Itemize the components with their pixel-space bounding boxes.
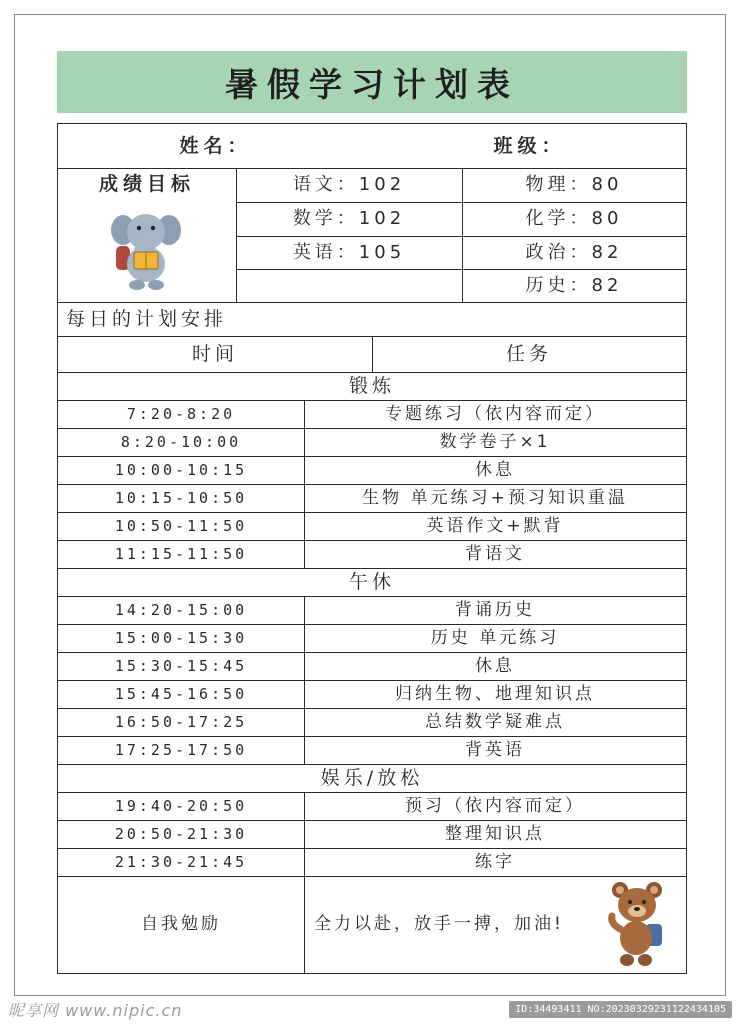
schedule-task: 练字 (475, 851, 515, 872)
goal-score-right-3: 历史：82 (525, 274, 623, 296)
goal-label: 成绩目标 (98, 172, 195, 195)
plan-table (57, 123, 687, 974)
goal-score-left-2: 英语：105 (292, 241, 406, 263)
schedule-time: 21:30-21:45 (114, 852, 248, 871)
section-header: 锻炼 (348, 374, 395, 397)
schedule-task: 休息 (475, 459, 515, 480)
schedule-task: 整理知识点 (445, 823, 545, 844)
section-header: 娱乐/放松 (320, 766, 424, 789)
elephant-reading-icon (110, 206, 182, 292)
schedule-time: 10:00-10:15 (114, 460, 248, 479)
schedule-task: 归纳生物、地理知识点 (395, 683, 595, 704)
schedule-task: 背语文 (465, 543, 525, 564)
schedule-task: 数学卷子×1 (439, 431, 551, 452)
watermark-site: 昵享网 www.nipic.cn (8, 1000, 183, 1020)
goal-score-left-0: 语文：102 (292, 174, 406, 195)
goal-score-left-3 (236, 269, 462, 302)
schedule-task: 历史 单元练习 (430, 627, 560, 648)
watermark-id: ID:34493411 NO:20230329231122434105 (509, 1001, 732, 1018)
teddy-bear-icon (606, 880, 674, 970)
schedule-task: 生物 单元练习+预习知识重温 (362, 487, 628, 508)
schedule-time: 20:50-21:30 (114, 824, 248, 843)
schedule-time: 10:15-10:50 (114, 488, 248, 507)
schedule-task: 预习（依内容而定） (405, 795, 585, 816)
schedule-time: 19:40-20:50 (114, 796, 248, 815)
daily-plan-label: 每日的计划安排 (66, 307, 228, 330)
motivation-label: 自我勉励 (141, 914, 221, 934)
schedule-task: 背英语 (465, 739, 525, 760)
schedule-time: 7:20-8:20 (126, 404, 236, 423)
schedule-time: 14:20-15:00 (114, 600, 248, 619)
schedule-task: 休息 (475, 655, 515, 676)
motivation-text: 全力以赴，放手一搏，加油! (314, 914, 564, 934)
schedule-time: 15:45-16:50 (114, 684, 248, 703)
schedule-time: 10:50-11:50 (114, 516, 248, 535)
divider (304, 876, 305, 973)
column-header-time: 时间 (191, 342, 238, 365)
schedule-task: 专题练习（依内容而定） (385, 403, 605, 424)
schedule-time: 15:00-15:30 (114, 628, 248, 647)
column-header-task: 任务 (505, 342, 552, 365)
divider (58, 876, 686, 877)
schedule-time: 16:50-17:25 (114, 712, 248, 731)
section-header: 午休 (348, 570, 395, 593)
page-title: 暑假学习计划表 (57, 51, 687, 113)
name-label: 姓名： (179, 134, 252, 157)
schedule-task: 总结数学疑难点 (425, 711, 565, 732)
schedule-task: 背诵历史 (455, 599, 535, 620)
watermark-bar (0, 994, 740, 1024)
goal-score-right-0: 物理：80 (525, 174, 623, 195)
schedule-time: 8:20-10:00 (120, 432, 242, 451)
schedule-task: 英语作文+默背 (426, 515, 564, 536)
goal-score-right-1: 化学：80 (525, 208, 623, 229)
goal-score-right-2: 政治：82 (525, 241, 623, 263)
schedule-time: 15:30-15:45 (114, 656, 248, 675)
goal-score-left-1: 数学：102 (292, 208, 406, 229)
schedule-time: 11:15-11:50 (114, 544, 248, 563)
class-label: 班级： (493, 134, 566, 157)
schedule-time: 17:25-17:50 (114, 740, 248, 759)
